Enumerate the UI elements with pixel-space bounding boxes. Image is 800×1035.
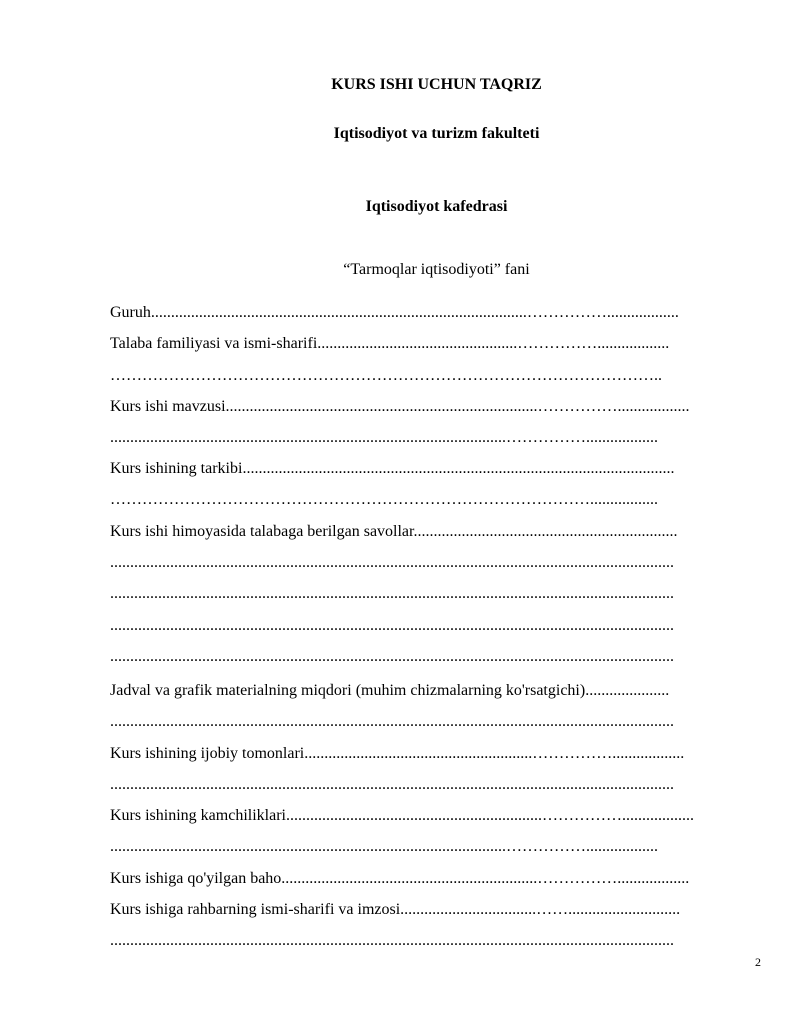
form-line-graphic-materials: Jadval va grafik materialning miqdori (muhim chizmalarning ko'rsatgichi)..................... [110,682,670,699]
form-line-blank: ...................................................................................................…………….................. [110,838,658,855]
form-line-topic: Kurs ishi mavzusi..............................................................................…………….................. [110,398,690,415]
form-line-supervisor-signature: Kurs ishiga rahbarning ismi-sharifi va imzosi..................................……............................ [110,901,681,918]
form-line-blank: ............................................................................................................................................. [110,713,674,730]
form-line-blank: ............................................................................................................................................. [110,648,674,665]
form-line-blank: ...................................................................................................…………….................. [110,429,658,446]
form-line-blank: ............................................................................................................................................. [110,776,674,793]
form-line-blank: ............................................................................................................................................. [110,585,674,602]
form-line-blank: ............................................................................................................................................. [110,554,674,571]
faculty-heading: Iqtisodiyot va turizm fakulteti [333,125,540,142]
subject-line: “Tarmoqlar iqtisodiyoti” fani [343,261,530,278]
form-line-student-name: Talaba familiyasi va ismi-sharifi..................................................…………….................. [110,335,670,352]
page-number: 2 [755,955,761,969]
form-line-blank: ............................................................................................................................................. [110,617,674,634]
form-line-structure: Kurs ishining tarkibi............................................................................................................ [110,460,675,477]
form-line-group: Guruh..............................................................................................…………….................. [110,304,679,321]
form-line-positive-aspects: Kurs ishining ijobiy tomonlari.........................................................…………….................. [110,745,685,762]
form-line-blank: ............................................................................................................................................. [110,932,674,949]
department-heading: Iqtisodiyot kafedrasi [365,198,508,215]
form-line-blank: ………………………………………………………………………………………….. [110,367,662,384]
document-title: KURS ISHI UCHUN TAQRIZ [331,76,542,93]
form-line-grade: Kurs ishiga qo'yilgan baho................................................................…………….................. [110,870,690,887]
form-line-defense-questions: Kurs ishi himoyasida talabaga berilgan savollar.................................................................. [110,523,678,540]
form-line-shortcomings: Kurs ishining kamchiliklari................................................................…………….................. [110,807,694,824]
form-line-blank: ………………………………………………………………………………................. [110,491,658,508]
